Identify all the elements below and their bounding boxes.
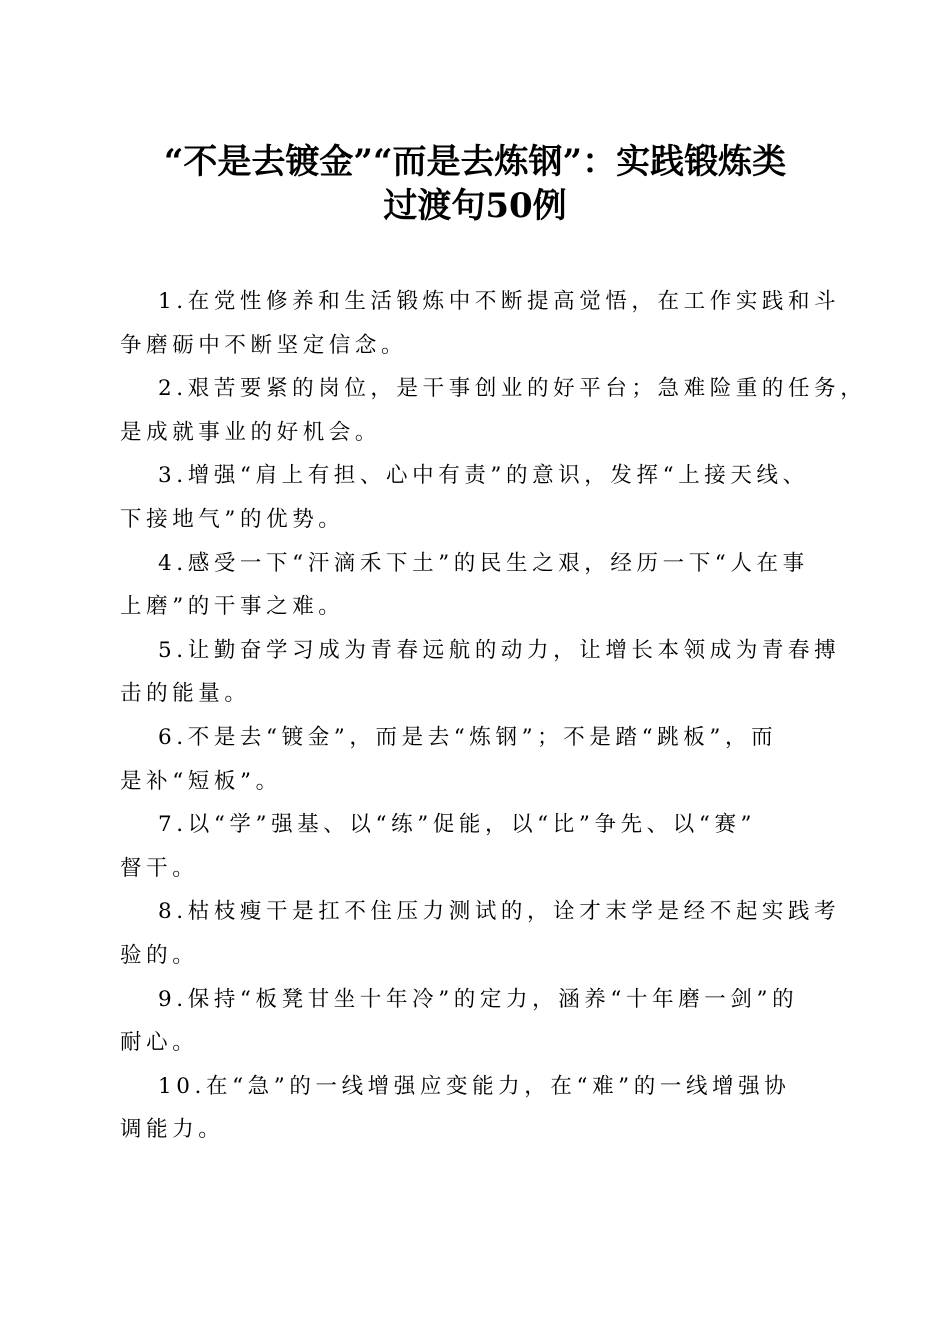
list-item-line: 调能力。: [120, 1117, 225, 1143]
list-item-line: 上磨”的干事之难。: [120, 594, 345, 620]
list-item: [120, 1065, 840, 1152]
list-item-line: 9.保持“板凳甘坐十年冷”的定力，涵养“十年磨一剑”的: [158, 986, 799, 1012]
list-item-line: 8.枯枝瘦干是扛不住压力测试的，诠才末学是经不起实践考: [158, 899, 841, 925]
document-body: [120, 280, 867, 1152]
list-item: [120, 542, 840, 629]
document-title-line-1: “不是去镀金”“而是去炼钢”：实践锻炼类: [163, 142, 787, 182]
list-item: [120, 803, 840, 890]
list-item-line: 10.在“急”的一线增强应变能力，在“难”的一线增强协: [158, 1073, 791, 1099]
list-item-line: 6.不是去“镀金”，而是去“炼钢”；不是踏“跳板”，而: [158, 724, 778, 750]
list-item-line: 击的能量。: [120, 681, 251, 707]
list-item-line: 验的。: [120, 942, 199, 968]
list-item: [120, 890, 840, 977]
document-title-line-2: 过渡句50例: [383, 186, 567, 226]
list-item-line: 1.在党性修养和生活锻炼中不断提高觉悟，在工作实践和斗: [158, 289, 841, 314]
list-item: [120, 629, 840, 716]
list-item: [120, 978, 840, 1065]
list-item: [120, 716, 840, 803]
list-item-line: 耐心。: [120, 1030, 199, 1056]
list-item-line: 是补“短板”。: [120, 768, 282, 794]
list-item: [120, 454, 840, 541]
list-item: [120, 280, 840, 367]
list-item-line: 7.以“学”强基、以“练”促能，以“比”争先、以“赛”: [158, 812, 757, 838]
list-item: [120, 367, 867, 454]
list-item-line: 3.增强“肩上有担、心中有责”的意识，发挥“上接天线、: [158, 463, 809, 489]
list-item-line: 是成就事业的好机会。: [120, 419, 382, 445]
list-item-line: 4.感受一下“汗滴禾下土”的民生之艰，经历一下“人在事: [158, 550, 809, 576]
list-item-line: 下接地气”的优势。: [120, 506, 345, 532]
list-item-line: 5.让勤奋学习成为青春远航的动力，让增长本领成为青春搏: [158, 637, 841, 663]
list-item-line: 督干。: [120, 855, 199, 881]
list-item-line: 2.艰苦要紧的岗位，是干事创业的好平台；急难险重的任务，: [158, 376, 867, 402]
list-item-line: 争磨砺中不断坚定信念。: [120, 332, 408, 358]
